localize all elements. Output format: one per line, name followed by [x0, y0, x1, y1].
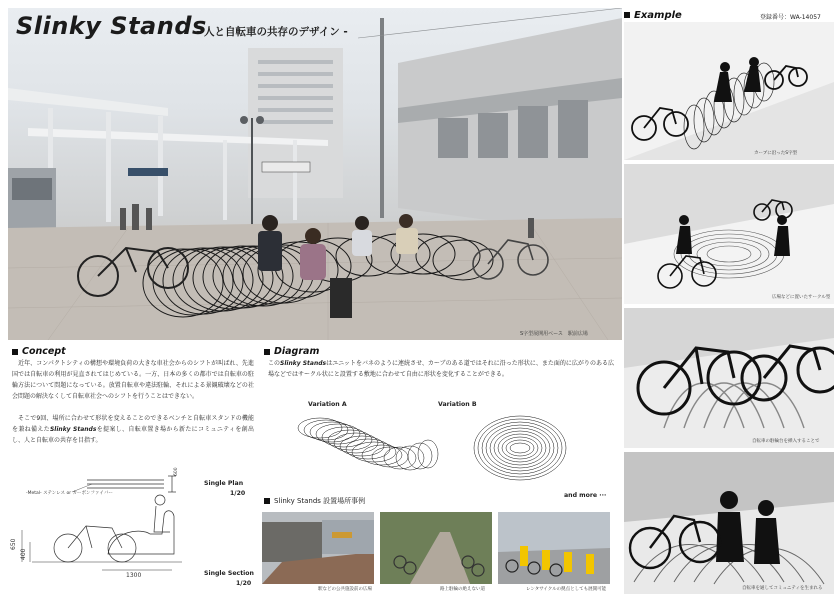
material-note: -Metal- ステンレス or カーボンファイバー: [26, 491, 113, 496]
example-image-bike-rack: [624, 308, 834, 448]
and-more-label: and more ···: [564, 492, 607, 499]
station-plaza-scene: [8, 8, 622, 340]
installation-caption-1: 駅などの公共施設前の広場: [318, 587, 372, 592]
variation-b-label: Variation B: [438, 401, 477, 408]
example-caption: 自転車の駐輪台を挿入することで: [752, 439, 820, 444]
variation-a-label: Variation A: [308, 401, 347, 408]
single-section-label: Single Section: [204, 570, 254, 577]
example-image-community: [624, 452, 834, 594]
concept-paragraph-2: そこで9回、場所に合わせて形状を変えることのできるベンチと自転車スタンドの機能を兼ね備えたSlinky Standsを提案し、自転車置き場から新たにコミュニティを創出し、人と自転車の共存を目指す。: [12, 415, 254, 444]
diagram-description: このSlinky Standsはユニットをバネのように連続させ、カーブのある道ではそれに沿った形状に、また面的に広がりのある広場などではサークル状にと設置する敷地に合わせて自由に形状を変化することができる。: [268, 360, 614, 378]
example-image-s-curve: [624, 22, 834, 160]
registration-number: 登録番号：WA-14057: [760, 14, 821, 21]
installation-heading: Slinky Stands 設置場所事例: [264, 496, 365, 506]
concept-heading: Concept: [12, 346, 66, 357]
plan-dimension: 600: [174, 467, 179, 476]
section-width-dim: 1300: [126, 572, 142, 579]
variation-a-diagram: [298, 418, 438, 470]
page-title: Slinky Stands: [16, 12, 207, 40]
installation-photo-station: [262, 512, 374, 584]
section-square-icon: [264, 498, 270, 504]
example-caption: カーブに沿ったS字型: [754, 151, 798, 156]
variation-diagrams: [290, 410, 620, 490]
installation-photo-street: [380, 512, 492, 584]
installation-caption-2: 路上駐輪の絶えない道: [440, 587, 485, 592]
single-plan-scale: 1/20: [230, 490, 246, 497]
example-caption: 自転車を通してコミュニティを生まれる: [742, 586, 823, 591]
installation-photo-rental: [498, 512, 610, 584]
page-subtitle: - 人と自転車の共存のデザイン -: [196, 26, 348, 38]
example-heading: Example: [624, 10, 682, 21]
section-square-icon: [12, 349, 18, 355]
diagram-heading: Diagram: [264, 346, 319, 357]
section-seat-dim: 400: [20, 548, 27, 560]
hero-caption: S字型展開用ベース 駅前広場: [520, 331, 588, 337]
concept-paragraph-1: 近年、コンパクトシティの構想や環境負荷の大きな車社会からのシフトが叫ばれ、先進国では自転車の利用が見直されてはじめている。一方、日本の多くの都市では自転車の駐輪方法について問題になっている。放置自転車や違法駐輪、それによる景観破壊などの社会問題の解決なくして自転車社会へのシフトを行うことはできない。: [12, 360, 254, 400]
example-image-circle: [624, 164, 834, 304]
hero-photo: [8, 8, 622, 340]
drawings-area: [10, 467, 260, 596]
installation-caption-3: レンタサイクルの拠点としても展開可能: [526, 587, 607, 592]
single-section-scale: 1/20: [236, 580, 252, 587]
section-square-icon: [624, 12, 630, 18]
example-caption: 広場などに置いたサークル型: [772, 295, 831, 300]
variation-b-diagram: [474, 416, 566, 480]
section-height-dim: 650: [10, 538, 17, 550]
section-square-icon: [264, 349, 270, 355]
single-plan-label: Single Plan: [204, 480, 244, 487]
